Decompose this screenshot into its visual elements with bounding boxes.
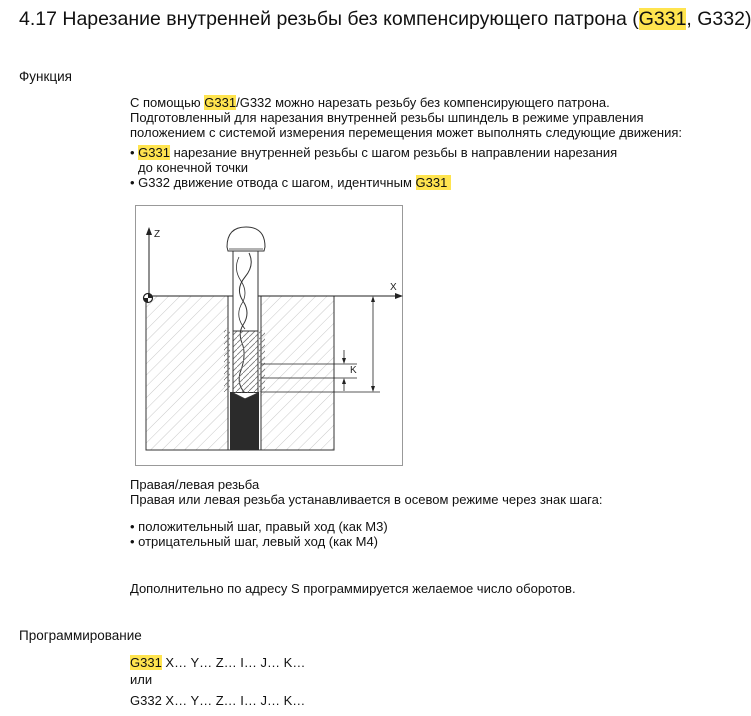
bullet-g332-text: • G332 движение отвода с шагом, идентичным — [130, 175, 416, 190]
pitch-bullets — [130, 519, 388, 549]
bullet-g331 — [130, 145, 617, 160]
para2-line2: Правая или левая резьба устанавливается в осевом режиме через знак шага: — [130, 492, 603, 507]
workpiece-left — [146, 296, 228, 450]
para1-line3: положением с системой измерения перемещения может выполнять следующие движения: — [130, 125, 683, 140]
syntax-g331 — [130, 655, 305, 670]
programming-syntax — [130, 655, 305, 708]
bullet-marker: • — [130, 145, 139, 160]
syntax-g332: G332 X… Y… Z… I… J… K… — [130, 693, 306, 708]
tapping-figure — [135, 205, 405, 467]
title-code-g331: G331 — [638, 8, 687, 30]
bullet-g332-code-g331: G331 — [415, 175, 448, 190]
section-programming-label: Программирование — [19, 628, 142, 643]
bullet-code-g331: G331 — [138, 145, 170, 160]
para1-code-g331: G331 — [204, 95, 237, 110]
para2-line1: Правая/левая резьба — [130, 477, 260, 492]
thread-direction-paragraph — [130, 477, 602, 507]
para1-line2: Подготовленный для нарезания внутренней резьбы шпиндель в режиме управления — [130, 110, 644, 125]
x-axis-label: X — [390, 282, 397, 293]
title-suffix: , G332) — [686, 8, 751, 30]
bullet-positive-pitch: • положительный шаг, правый ход (как M3) — [130, 519, 388, 534]
para1-line1 — [130, 95, 682, 110]
bullet-g331-cont: до конечной точки — [138, 160, 248, 175]
para1-line1-suffix: /G332 можно нарезать резьбу без компенсирующего патрона. — [236, 95, 610, 110]
thread-wall-right — [259, 330, 265, 392]
workpiece-right — [261, 296, 334, 450]
syntax-code-g331: G331 — [130, 655, 162, 670]
para1-line1-prefix: С помощью — [130, 95, 205, 110]
bullet-g332 — [130, 175, 617, 190]
section-function-label: Функция — [19, 69, 72, 84]
speed-paragraph: Дополнительно по адресу S программируется желаемое число оборотов. — [130, 581, 576, 596]
bullet-g331-text: нарезание внутренней резьбы с шагом резьбы в направлении нарезания — [169, 145, 618, 160]
pilot-hole — [230, 392, 259, 450]
function-paragraph — [130, 95, 682, 140]
function-bullets — [130, 145, 617, 190]
page-title — [19, 8, 751, 31]
z-axis-label: Z — [154, 229, 161, 240]
title-prefix: 4.17 Нарезание внутренней резьбы без компенсирующего патрона ( — [19, 8, 639, 30]
bullet-negative-pitch: • отрицательный шаг, левый ход (как M4) — [130, 534, 378, 549]
thread-wall-left — [224, 330, 230, 392]
k-label: K — [350, 365, 357, 376]
syntax-g331-params: X… Y… Z… I… J… K… — [161, 655, 306, 670]
origin-icon — [144, 294, 153, 303]
highlight-tail — [447, 175, 451, 190]
syntax-or: или — [130, 672, 153, 687]
